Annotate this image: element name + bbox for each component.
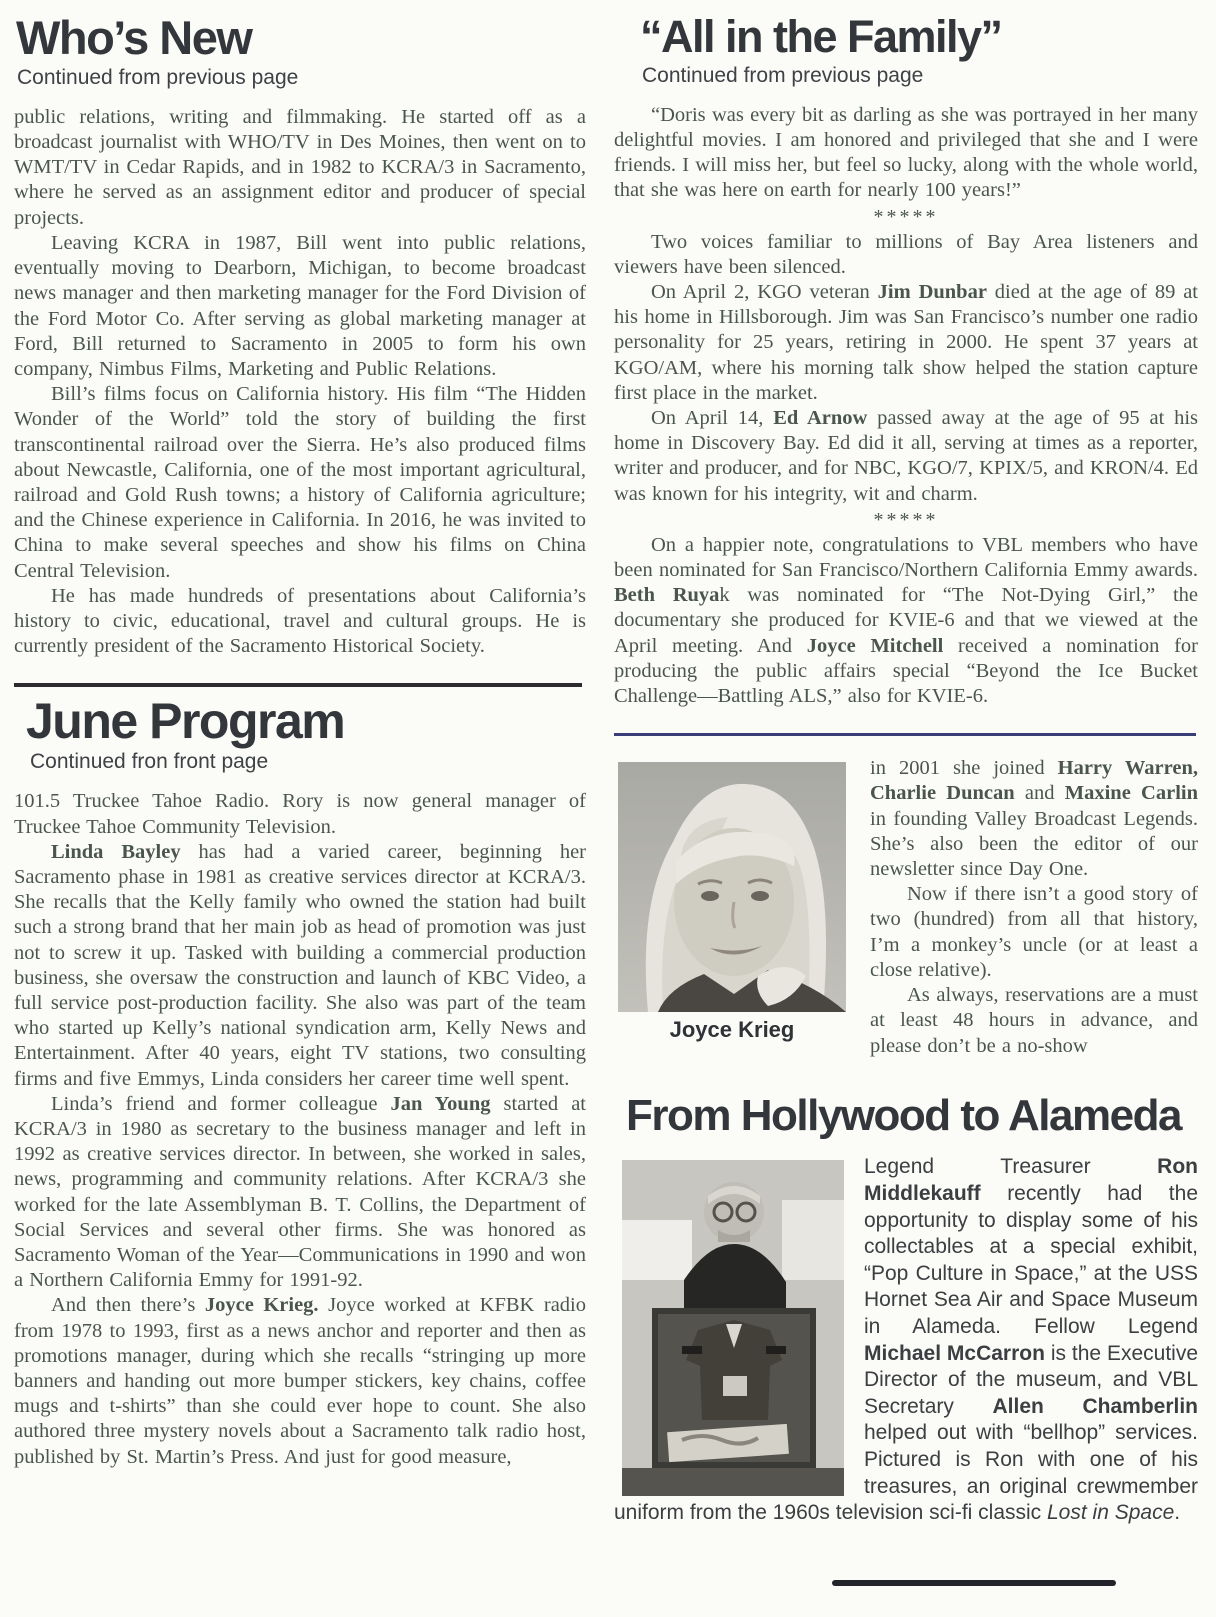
joyce-krieg-section — [614, 756, 1198, 1058]
body-paragraph: Linda’s friend and former colleague Jan Young started at KCRA/3 in 1980 as secretary to the business manager and left in 1992 as creative services director. In between, she worked in sales, news, programming and community relations. After KCRA/3 she worked for the late Assemblyman B. T. Collins, the Department of Social Services and several other firms. She was honored as Sacramento Woman of the Year—Communications in 1990 and won a Northern California Emmy for 1991-92. — [14, 1092, 586, 1292]
section-divider-navy — [614, 733, 1196, 736]
continued-note: Continued fron front page — [30, 750, 269, 774]
asterisk-separator: ***** — [873, 508, 939, 531]
body-paragraph: Bill’s films focus on California history. His film “The Hidden Wonder of the World” told the story of building the first transcontinental railroad over the Sierra. He’s also produced films about Newcastle, California, one of the most important agricultural, railroad and Gold Rush towns; a history of California agriculture; and the Chinese experience in California. In 2016, he was invited to China to make several speeches and show his films on China Central Television. — [14, 383, 586, 582]
body-paragraph: Legend Treasurer Ron Middlekauff recently had the opportunity to display some of his collectables at a special exhibit, “Pop Culture in Space,” at the USS Hornet Sea Air and Space Museum in Alameda. Fellow Legend Michael McCarron is the Executive Director of the museum, and VBL Secretary Allen Chamberlin helped out with “bellhop” services. Pictured is Ron with one of his treasures, an original crewmember uniform from the 1960s television sci-fi classic Lost in Space. — [614, 1155, 1198, 1525]
body-paragraph: As always, reservations are a must at least 48 hours in advance, and please don’t be a no-show — [870, 984, 1198, 1057]
whos-new-article — [14, 11, 586, 659]
article-title-whos-new: Who’s New — [16, 11, 252, 64]
body-paragraph: Leaving KCRA in 1987, Bill went into public relations, eventually moving to Dearborn, Michigan, to become broadcast news manager and then marketing manager for the Ford Division of the Ford Motor Co. After serving as global marketing manager at Ford, Bill returned to Sacramento in 2005 to form his own company, Nimbus Films, Marketing and Public Relations. — [14, 231, 586, 380]
all-in-family-article — [614, 11, 1198, 709]
body-paragraph: On April 2, KGO veteran Jim Dunbar died at the age of 89 at his home in Hillsborough. Jim was San Francisco’s number one radio personality for 25 years, retiring in 2000. He spent 37 years at KGO/AM, where his morning talk show helped the station capture first place in the market. — [614, 281, 1198, 404]
photo-caption: Joyce Krieg — [669, 1017, 795, 1043]
body-paragraph: On a happier note, congratulations to VBL members who have been nominated for San Francisco/Northern California Emmy awards. Beth Ruyak was nominated for “The Not-Dying Girl,” the documentary she produced for KVIE-6 and that we viewed at the April meeting. And Joyce Mitchell received a nomination for producing the public affairs special “Beyond the Ice Bucket Challenge—Battling ALS,” also for KVIE-6. — [614, 533, 1198, 708]
body-paragraph: 101.5 Truckee Tahoe Radio. Rory is now general manager of Truckee Tahoe Community Television. — [14, 790, 586, 838]
continued-note: Continued from previous page — [17, 65, 299, 89]
scan-artifact — [832, 1580, 1116, 1586]
body-paragraph: public relations, writing and filmmaking. He started off as a broadcast journalist with WHO/TV in Des Moines, then went on to WMT/TV in Cedar Rapids, and in 1982 to KCRA/3 in Sacramento, where he served as an assignment editor and producer of special projects. — [14, 105, 586, 229]
section-divider — [14, 683, 582, 687]
right-column — [614, 11, 1198, 1527]
ron-middlekauff-figure — [622, 1160, 844, 1496]
article-title-june-program: June Program — [26, 693, 345, 750]
hollywood-article — [614, 1059, 1198, 1527]
joyce-krieg-figure — [618, 762, 846, 1043]
body-paragraph: in 2001 she joined Harry Warren, Charlie Duncan and Maxine Carlin in founding Valley Broadcast Legends. She’s also been the editor of our newsletter since Day One. — [870, 757, 1198, 881]
ron-middlekauff-photo — [622, 1160, 844, 1496]
body-paragraph: Now if there isn’t a good story of two (hundred) from all that history, I’m a monkey’s uncle (or at least a close relative). — [870, 883, 1198, 981]
article-title-hollywood: From Hollywood to Alameda — [626, 1090, 1181, 1140]
left-column — [14, 11, 587, 1527]
joyce-krieg-photo — [618, 762, 846, 1012]
body-paragraph: On April 14, Ed Arnow passed away at the age of 95 at his home in Discovery Bay. Ed did it all, serving at times as a reporter, writer and producer, and for NBC, KGO/7, KPIX/5, and KRON/4. Ed was known for his integrity, wit and charm. — [614, 407, 1198, 505]
article-title-all-in-family: “All in the Family” — [640, 11, 1002, 62]
june-program-article — [14, 695, 586, 1469]
body-paragraph: Two voices familiar to millions of Bay Area listeners and viewers have been silenced. — [614, 230, 1198, 278]
body-paragraph: Linda Bayley has had a varied career, beginning her Sacramento phase in 1981 as creative services director at KCRA/3. She recalls that the Kelly family who owned the station had built such a strong brand that her main job as head of promotion was just not to screw it up. Tasked with building a commercial production business, she oversaw the construction and launch of KBC Video, a full service post-production facility. She also was part of the team who started up Kelly’s national syndication arm, Kelly News and Entertainment. After 40 years, eight TV stations, two consulting firms and five Emmys, Linda considers her career time well spent. — [14, 840, 587, 1090]
body-paragraph: “Doris was every bit as darling as she was portrayed in her many delightful movies. I am honored and privileged that she and I were friends. I will miss her, but feel so lucky, along with the whole world, that she was here on earth for nearly 100 years!” — [614, 103, 1198, 202]
body-paragraph: And then there’s Joyce Krieg. Joyce worked at KFBK radio from 1978 to 1993, first as a news anchor and reporter and then as promotions manager, during which she recalls “stringing up more banners and handing out more bumper stickers, key chains, coffee mugs and t-shirts” than she could ever hope to count. She also authored three mystery novels about a Sacramento talk radio host, published by St. Martin’s Press. And just for good measure, — [14, 1294, 586, 1468]
continued-note: Continued from previous page — [642, 63, 924, 87]
asterisk-separator: ***** — [873, 205, 939, 228]
body-paragraph: He has made hundreds of presentations about California’s history to civic, educational, travel and cultural groups. He is currently president of the Sacramento Historical Society. — [14, 584, 586, 658]
